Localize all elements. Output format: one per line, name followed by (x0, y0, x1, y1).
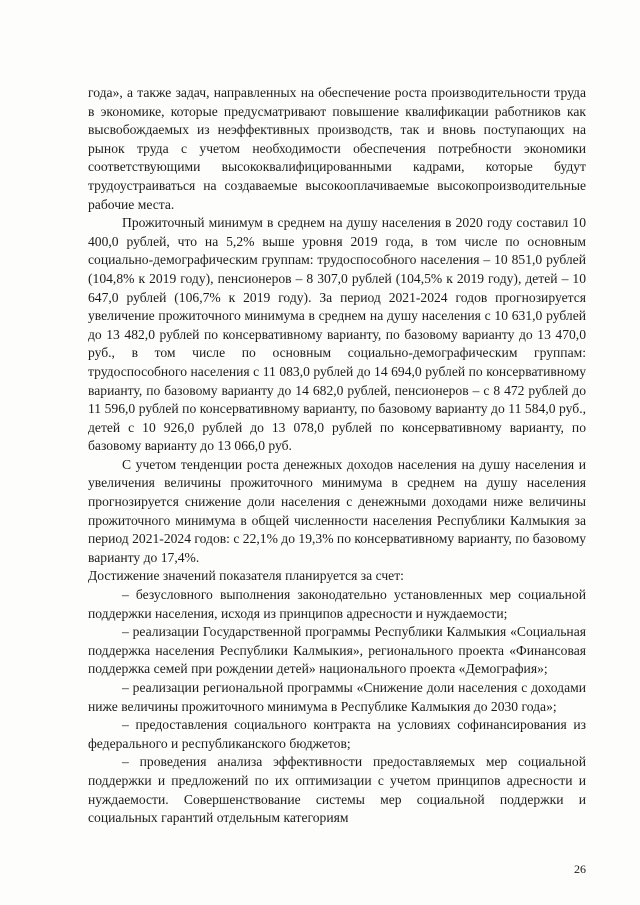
paragraph-poverty-forecast: С учетом тенденции роста денежных доходов населения на душу населения и увеличения величины прожиточного минимума в среднем на душу населения прогнозируется снижение доли населения с денежными доходами ниже величины прожиточного минимума в общей численности населения Республики Калмыкия за период 2021-2024 годов: с 22,1% до 19,3% по консервативному варианту, по базовому варианту до 17,4%. (88, 456, 586, 565)
list-item-state-program: – реализации Государственной программы Республики Калмыкия «Социальная поддержка населения Республики Калмыкия», регионального проекта «Финансовая поддержка семей при рождении детей» национального проекта «Демография»; (88, 624, 586, 677)
paragraph-subsistence-minimum: Прожиточный минимум в среднем на душу населения в 2020 году составил 10 400,0 рублей, что на 5,2% выше уровня 2019 года, в том числе по основным социально-демографическим группам: трудоспособного населения – 10 851,0 рублей (104,8% к 2019 году), пенсионеров – 8 307,0 рублей (104,5% к 2019 году), детей – 10 647,0 рублей (106,7% к 2019 году). За период 2021-2024 годов прогнозируется увеличение прожиточного минимума в среднем на душу населения с 10 631,0 рублей до 13 482,0 рублей по консервативному варианту, по базовому варианту до 13 470,0 руб., в том числе по основным социально-демографическим группам: трудоспособного населения с 11 083,0 рублей до 14 694,0 рублей по консервативному варианту, по базовому варианту до 14 682,0 рублей, пенсионеров – с 8 472 рублей до 11 596,0 рублей по консервативному варианту, по базовому варианту до 11 584,0 руб., детей с 10 926,0 рублей до 13 078,0 рублей по консервативному варианту, по базовому варианту до 13 066,0 руб. (88, 215, 586, 454)
list-item-social-contract: – предоставления социального контракта на условиях софинансирования из федерального и республиканского бюджетов; (88, 717, 586, 751)
paragraph-measures-intro: Достижение значений показателя планируется за счет: (88, 568, 404, 584)
paragraph-continuation: года», а также задач, направленных на обеспечение роста производительности труда в экономике, которые предусматривают повышение квалификации работников как высвобождаемых из неэффективных производств, так и вновь поступающих на рынок труда с учетом необходимости обеспечения потребности экономики соответствующими высококвалифицированными кадрами, которые будут трудоустраиваться на создаваемые высокооплачиваемые высокопроизводительные рабочие места. (88, 85, 586, 212)
page-number: 26 (574, 862, 586, 876)
document-body (88, 84, 586, 828)
list-item-social-support: – безусловного выполнения законодательно установленных мер социальной поддержки населения, исходя из принципов адресности и нуждаемости; (88, 587, 586, 621)
list-item-regional-program: – реализации региональной программы «Снижение доли населения с доходами ниже величины прожиточного минимума в Республике Калмыкия до 2030 года»; (88, 680, 586, 714)
list-item-efficiency-analysis: – проведения анализа эффективности предоставляемых мер социальной поддержки и предложений по их оптимизации с учетом принципов адресности и нуждаемости. Совершенствование системы мер социальной поддержки и социальных гарантий отдельным категориям (88, 754, 586, 826)
